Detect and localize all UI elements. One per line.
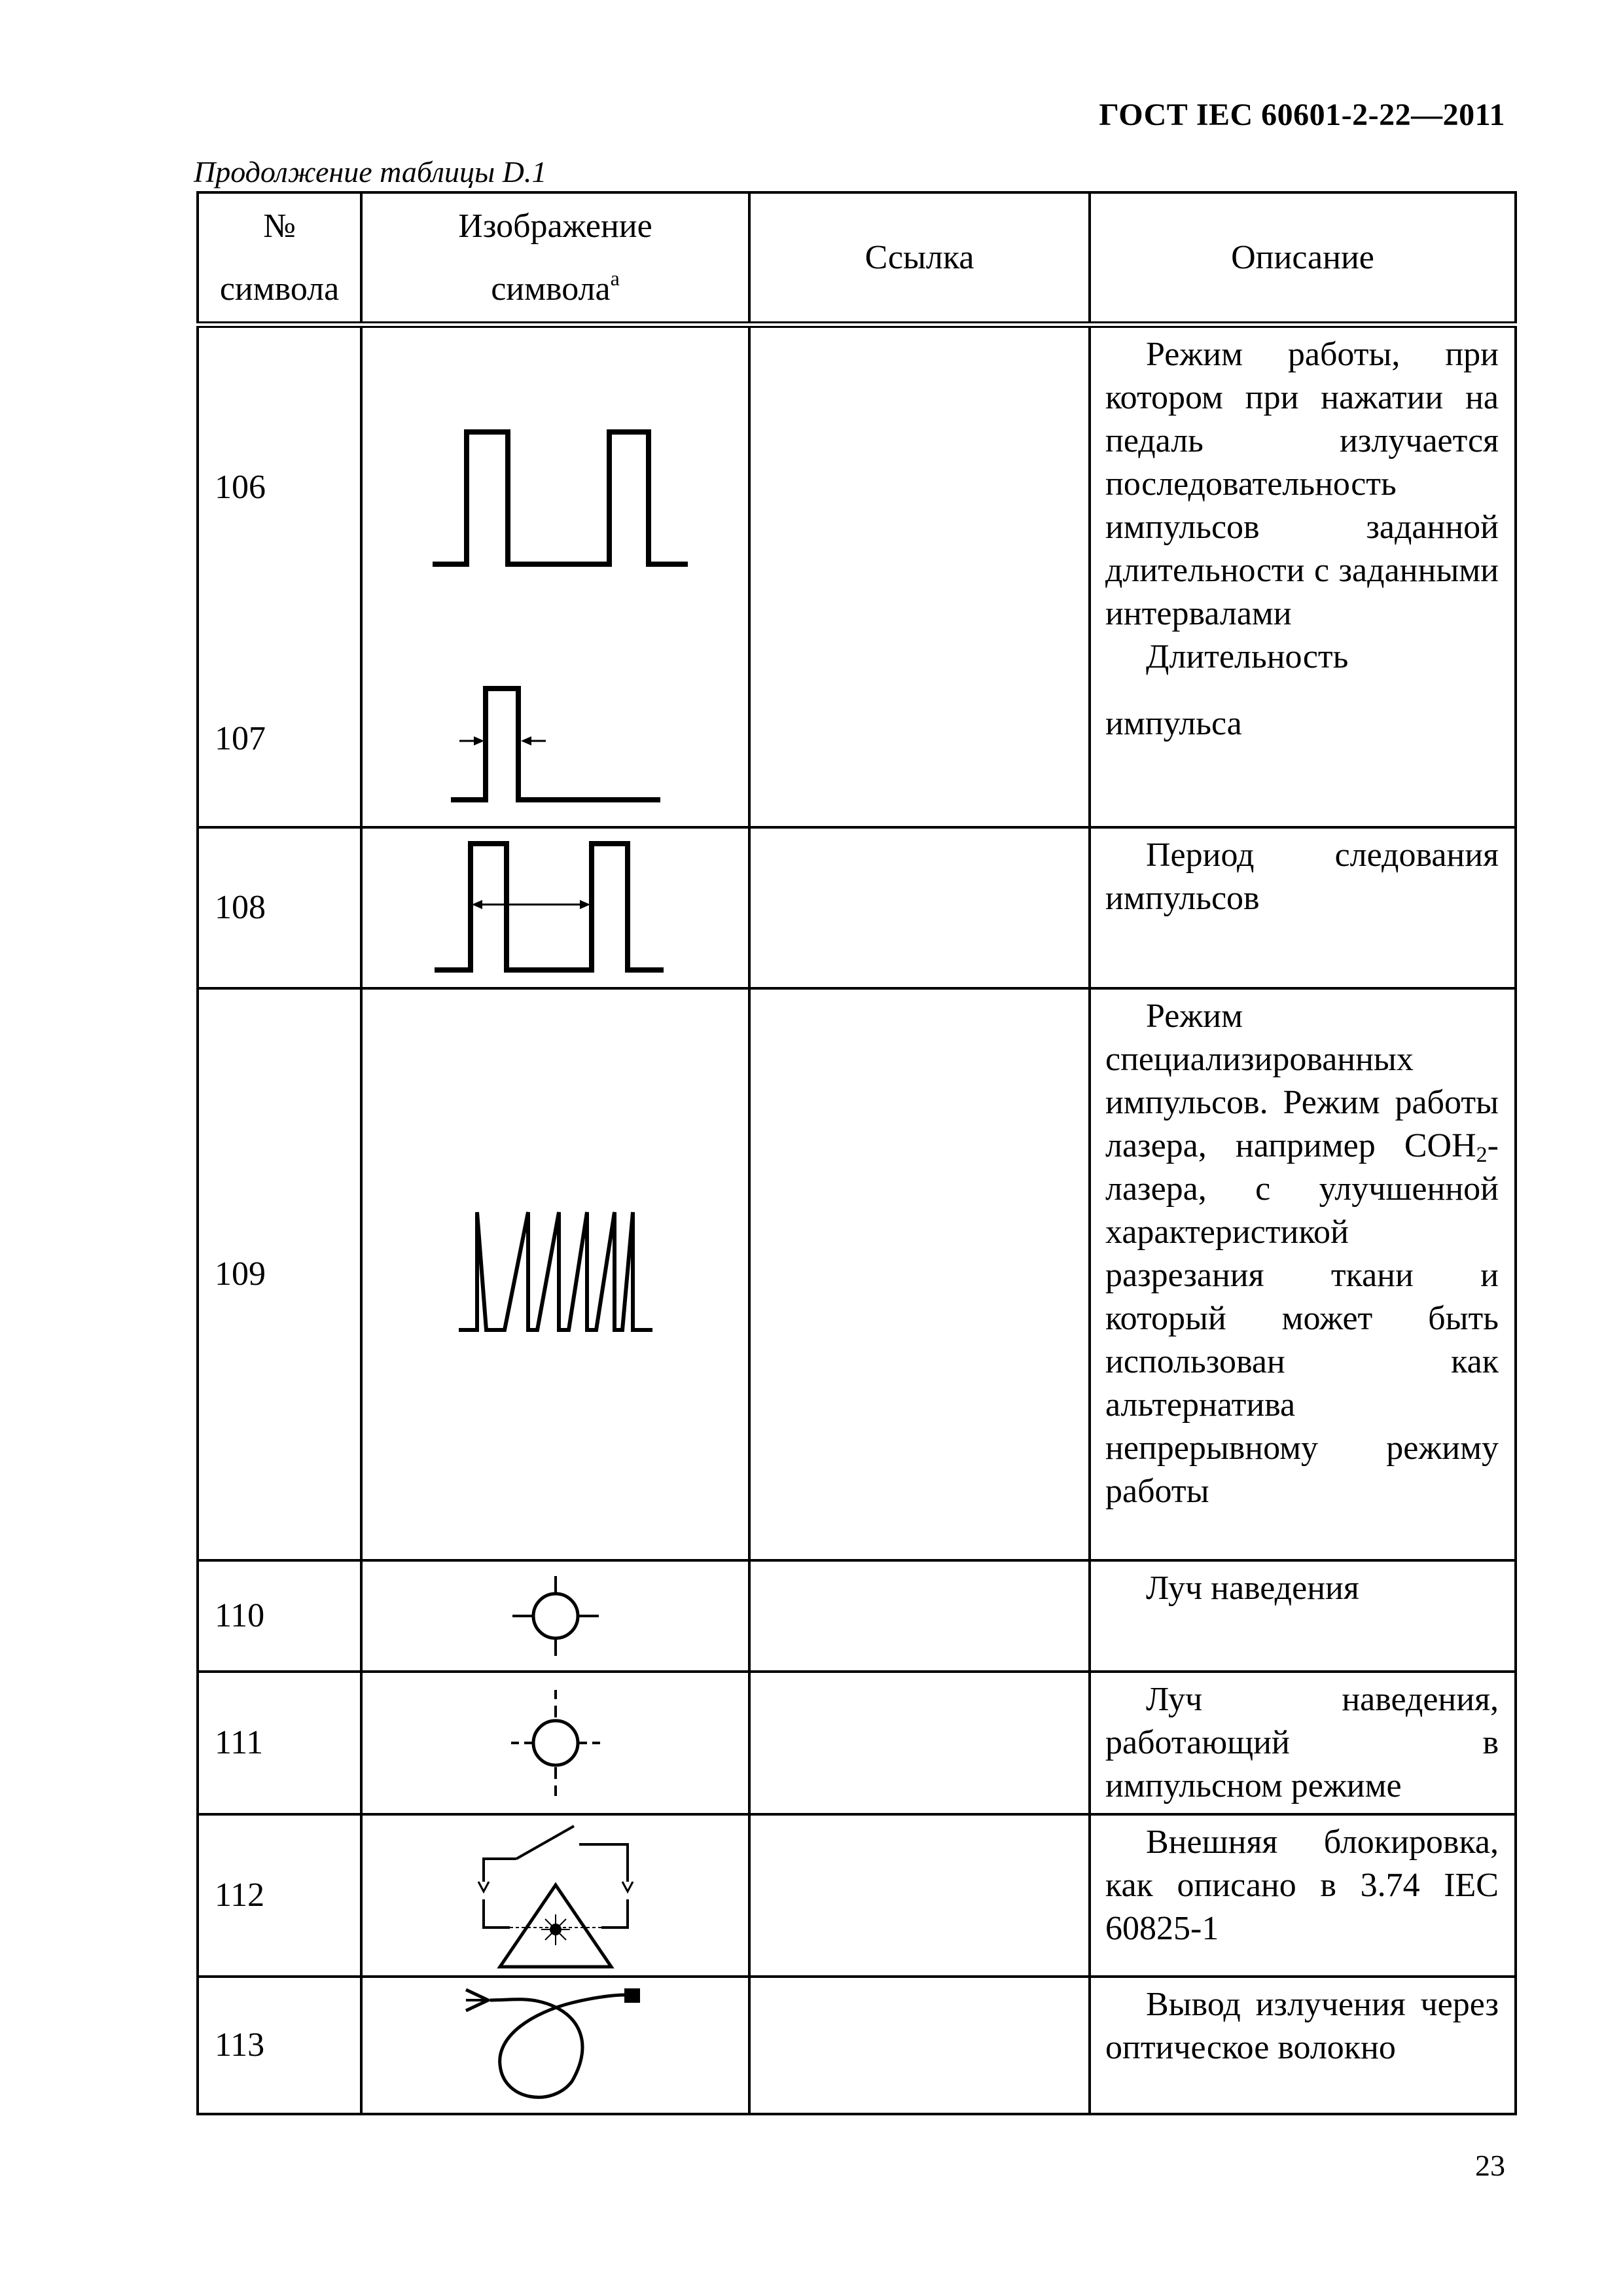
symbols-table	[196, 191, 1517, 2115]
symbol-cell	[361, 1560, 749, 1672]
header-image-footnote: a	[610, 266, 620, 290]
table-header-row	[198, 192, 1516, 325]
table-caption: Продолжение таблицы D.1	[194, 155, 547, 188]
table-row	[198, 1672, 1516, 1814]
document-header: ГОСТ IEC 60601-2-22—2011	[1099, 98, 1505, 132]
table-row	[198, 1977, 1516, 2114]
aiming-beam-icon	[510, 1573, 601, 1659]
description-text: импульса	[1105, 705, 1242, 742]
description-text: Режим специализированных импульсов. Режим работы лазера, например $СОН_2$-лазера, с улучшенной характеристикой разрезания ткани и который может быть использован как альтернатива непрерывному режиму работы	[1105, 997, 1499, 1510]
row-number: 113	[198, 1977, 361, 2114]
symbol-cell	[361, 827, 749, 988]
table-row	[198, 988, 1516, 1560]
header-num	[198, 192, 361, 325]
row-number: 110	[198, 1560, 361, 1672]
remote-interlock-icon	[464, 1820, 647, 1971]
row-number: 107	[215, 719, 266, 757]
pulse-train-icon	[429, 420, 691, 577]
description-text: Длительность	[1146, 638, 1349, 675]
description-cell	[1090, 1672, 1516, 1814]
description-cell	[1090, 1977, 1516, 2114]
description-text: Луч наведения	[1146, 1570, 1359, 1607]
page-number: 23	[1475, 2149, 1505, 2182]
symbol-cell	[361, 1814, 749, 1977]
pulse-period-icon	[431, 836, 680, 980]
reference-cell	[749, 988, 1090, 1560]
row-number: 109	[198, 988, 361, 1560]
description-text: Вывод излучения через оптическое волокно	[1105, 1986, 1499, 2066]
header-image-line2: символа	[491, 270, 611, 308]
pulse-duration-icon	[448, 675, 664, 806]
row-number-cell	[198, 325, 361, 827]
row-number: 106	[215, 468, 266, 506]
reference-cell	[749, 1560, 1090, 1672]
description-cell	[1090, 988, 1516, 1560]
row-number: 108	[198, 827, 361, 988]
header-image-line1: Изображение	[458, 207, 652, 245]
header-desc: Описание	[1090, 192, 1516, 325]
header-num-line2: символа	[219, 270, 340, 308]
symbol-cell	[361, 1977, 749, 2114]
description-text: Режим работы, при котором при нажатии на педаль излучается последовательность импульсов заданной длительности с заданными интервалами	[1105, 336, 1499, 632]
symbol-cell	[361, 1672, 749, 1814]
row-number: 112	[198, 1814, 361, 1977]
reference-cell	[749, 827, 1090, 988]
header-num-line1: №	[263, 207, 296, 245]
table-row	[198, 827, 1516, 988]
description-cell	[1090, 1560, 1516, 1672]
description-text: Луч наведения, работающий в импульсном режиме	[1105, 1681, 1499, 1804]
symbol-cell	[361, 325, 749, 827]
header-ref: Ссылка	[749, 192, 1090, 325]
description-text: Период следования импульсов	[1105, 836, 1499, 917]
fiber-output-icon	[461, 1983, 651, 2108]
symbol-cell	[361, 988, 749, 1560]
description-cell	[1090, 1814, 1516, 1977]
reference-cell	[749, 325, 1090, 827]
row-number: 111	[198, 1672, 361, 1814]
reference-cell	[749, 1672, 1090, 1814]
superpulse-icon	[457, 1206, 654, 1343]
table-row	[198, 1560, 1516, 1672]
table-row	[198, 1814, 1516, 1977]
description-cell	[1090, 325, 1516, 827]
pulsed-aiming-beam-icon	[510, 1687, 601, 1799]
table-row	[198, 325, 1516, 827]
description-text: Внешняя блокировка, как описано в 3.74 IEC 60825-1	[1105, 1823, 1499, 1947]
header-image	[361, 192, 749, 325]
description-cell	[1090, 827, 1516, 988]
reference-cell	[749, 1977, 1090, 2114]
reference-cell	[749, 1814, 1090, 1977]
